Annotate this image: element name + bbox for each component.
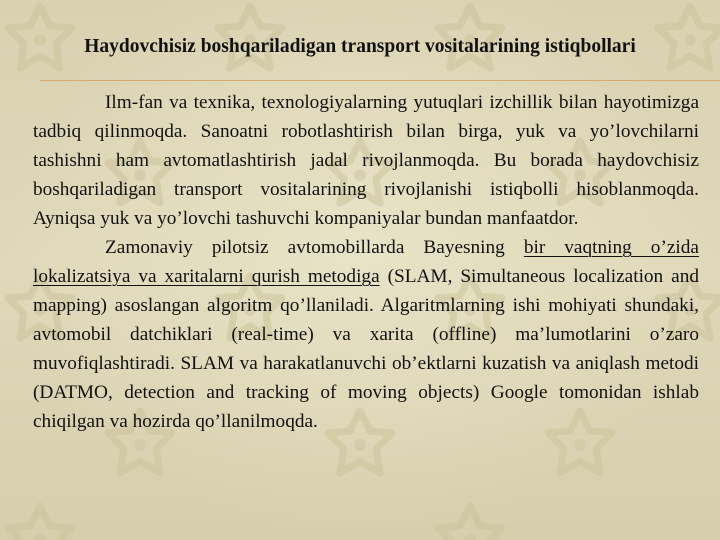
- slide-body: [33, 88, 699, 436]
- slide-title: Haydovchisiz boshqariladigan transport vositalarining istiqbollari: [84, 36, 636, 57]
- paragraph-1: Ilm-fan va texnika, texnologiyalarning yutuqlari izchillik bilan hayotimizga tadbiq qilinmoqda. Sanoatni robotlashtirish bilan birga, yuk va yo’lovchilarni tashishni ham avtomatlashtirish jadal rivojlanmoqda. Bu borada haydovchisiz boshqariladigan transport vositalarining rivojlanishi istiqbolli hisoblanmoqda. Ayniqsa yuk va yo’lovchi tashuvchi kompaniyalar bundan manfaatdor.: [33, 92, 699, 229]
- paragraph-2-rest: (SLAM, Simultaneous localization and mapping) asoslangan algoritm qo’llaniladi. Algaritmlarning ishi mohiyati shundaki, avtomobil datchiklari (real-time) va xarita (offline) ma’lumotlarini o’zaro muvofiqlashtiradi. SLAM va harakatlanuvchi ob’ektlarni kuzatish va aniqlash metodi (DATMO, detection and tracking of moving objects) Google tomonidan ishlab chiqilgan va hozirda qo’llanilmoqda.: [33, 266, 699, 432]
- paragraph-2-underlined-phrase: bir vaqtning o’zida lokalizatsiya va xaritalarni qurish metodiga: [33, 237, 699, 287]
- paragraph-2: [33, 233, 699, 436]
- paragraph-2-intro: Zamonaviy pilotsiz avtomobillarda Bayesning: [105, 237, 524, 258]
- title-divider-line: [40, 80, 720, 81]
